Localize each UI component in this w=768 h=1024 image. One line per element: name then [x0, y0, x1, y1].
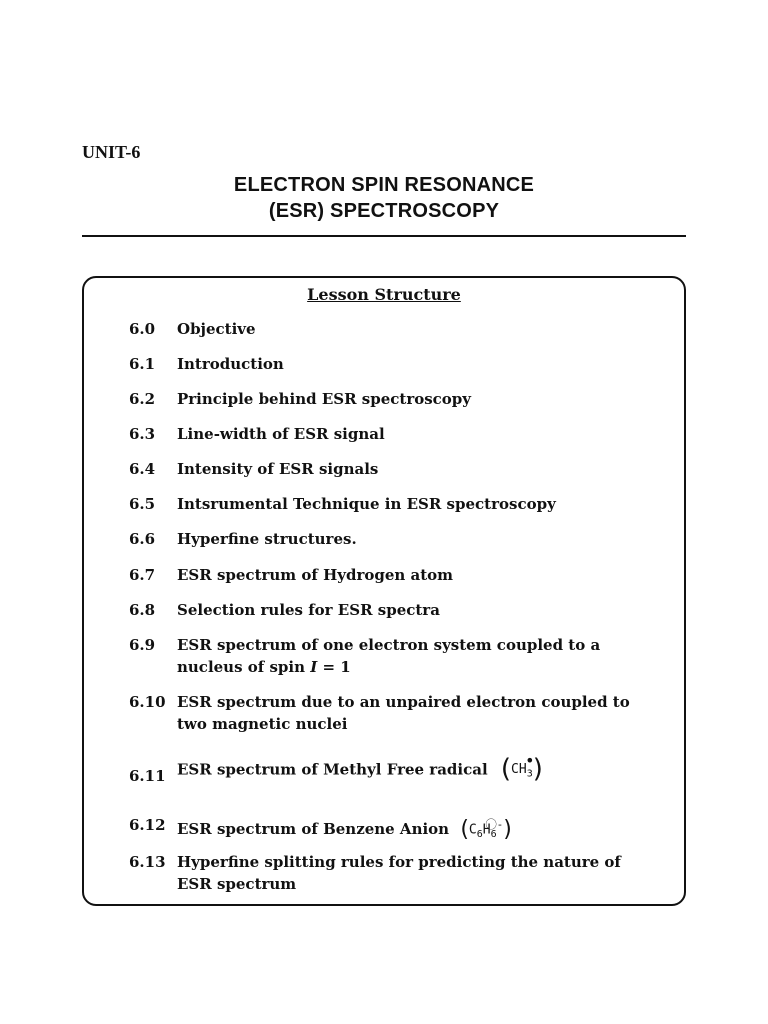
- lesson-item-number: 6.13: [129, 853, 166, 871]
- lesson-item-number: 6.1: [129, 355, 156, 373]
- lesson-structure-heading: Lesson Structure: [307, 285, 461, 304]
- lesson-item-number: 6.10: [129, 693, 166, 711]
- lesson-item-number: 6.5: [129, 495, 156, 513]
- lesson-item-text: Line-width of ESR signal: [177, 425, 385, 443]
- page-title-line2: (ESR) SPECTROSCOPY: [268, 200, 500, 222]
- lesson-item-number: 6.7: [129, 566, 156, 584]
- lesson-item-text: ESR spectrum of Hydrogen atom: [177, 566, 454, 584]
- formula-h: H: [482, 822, 491, 838]
- lesson-item-text-line2-post: = 1: [322, 658, 351, 676]
- lesson-item-text: Objective: [177, 320, 256, 338]
- lesson-item-number: 6.6: [129, 530, 156, 548]
- formula-h-sub: 6: [490, 828, 497, 840]
- page-title-line1: ELECTRON SPIN RESONANCE: [233, 174, 535, 196]
- lesson-item-text: [177, 851, 653, 895]
- lesson-item-number: 6.12: [129, 816, 166, 834]
- lesson-item-text-line1: ESR spectrum due to an unpaired electron coupled to: [177, 693, 630, 711]
- lesson-item-number: 6.11: [129, 767, 166, 785]
- radical-dot: •: [525, 750, 535, 770]
- lesson-item-number: 6.0: [129, 320, 156, 338]
- lesson-item-text: Introduction: [177, 355, 284, 373]
- lesson-item-text-main: ESR spectrum of Benzene Anion: [177, 819, 450, 838]
- lesson-item-number: 6.2: [129, 390, 156, 408]
- lesson-item-text: [177, 750, 653, 785]
- lesson-structure-box: [82, 276, 686, 906]
- title-divider: [82, 235, 686, 237]
- lesson-item-number: 6.8: [129, 601, 156, 619]
- formula-c-sub: 6: [476, 828, 483, 840]
- lesson-item-number: 6.4: [129, 460, 156, 478]
- lesson-item-text: Intensity of ESR signals: [177, 460, 379, 478]
- benzene-anion-formula: $(C_6H_6^{⃝-})$: [460, 816, 512, 842]
- lesson-item-text: Principle behind ESR spectroscopy: [177, 390, 472, 408]
- lesson-item-text-line2: ESR spectrum: [177, 875, 297, 893]
- lesson-item-text: [177, 691, 653, 735]
- lesson-item-text: Selection rules for ESR spectra: [177, 601, 440, 619]
- lesson-item-text-line2-pre: nucleus of spin: [177, 658, 305, 676]
- spin-variable: I: [310, 658, 318, 676]
- lesson-item-text-line1: Hyperfine splitting rules for predicting the nature of: [177, 853, 621, 871]
- lesson-item-text: Intsrumental Technique in ESR spectroscopy: [177, 495, 556, 513]
- lesson-item-text: Hyperfine structures.: [177, 530, 357, 548]
- lesson-item-text-line1: ESR spectrum of one electron system coupled to a: [177, 636, 601, 654]
- formula-charge: ⃝-: [496, 818, 504, 831]
- methyl-radical-formula: ( • $CH_3$): [500, 750, 543, 784]
- lesson-item-text-line2: two magnetic nuclei: [177, 715, 348, 733]
- unit-label: UNIT-6: [82, 142, 141, 162]
- formula-ch: CH: [511, 761, 527, 777]
- lesson-item-text-line2: [177, 656, 653, 678]
- lesson-item-number: 6.3: [129, 425, 156, 443]
- lesson-item-text: [177, 634, 653, 678]
- lesson-item-text: [177, 814, 653, 846]
- lesson-item-number: 6.9: [129, 636, 156, 654]
- formula-c: C: [468, 822, 477, 838]
- lesson-item-text-main: ESR spectrum of Methyl Free radical: [177, 760, 488, 779]
- formula-sub-3: 3: [526, 768, 533, 780]
